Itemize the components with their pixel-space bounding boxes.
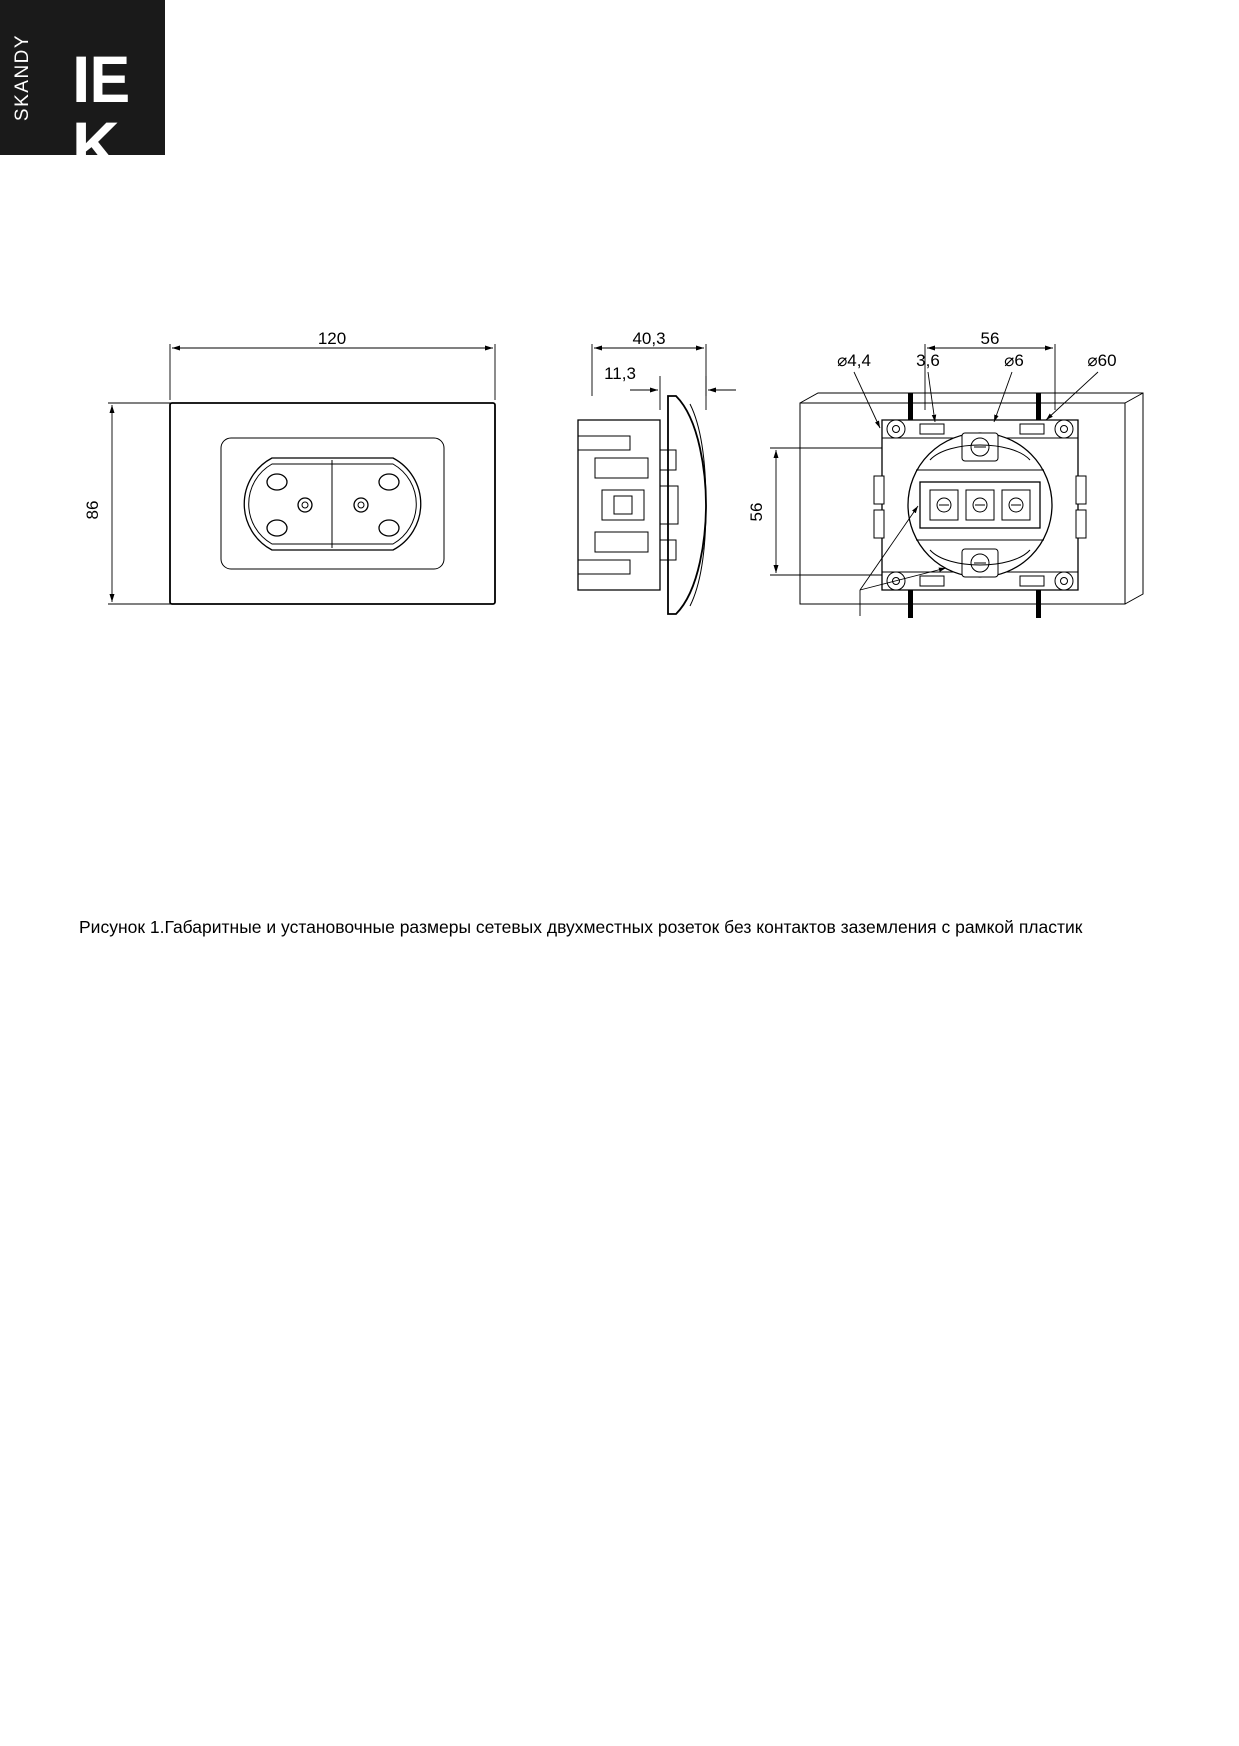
logo-letter-i: I [72, 42, 89, 116]
dim-side-depth: 40,3 [632, 329, 666, 348]
dim-hole-d6: ⌀6 [1004, 351, 1024, 370]
dim-front-height: 86 [83, 500, 102, 520]
dim-mount-horizontal: 56 [980, 329, 1000, 348]
logo-letter-e: E [90, 42, 129, 116]
side-view-group [578, 344, 736, 614]
iek-logo [72, 42, 165, 182]
front-width-dimension [170, 344, 495, 400]
mount-horizontal-dimension [925, 344, 1055, 410]
technical-drawing [0, 300, 1239, 680]
dim-hole-36: 3,6 [916, 351, 940, 370]
dim-side-front-depth: 11,3 [604, 364, 636, 383]
dim-front-width: 120 [317, 329, 347, 348]
mounting-view-group [770, 344, 1143, 618]
dim-bore-d60: ⌀60 [1087, 351, 1117, 370]
figure-caption: Рисунок 1.Габаритные и установочные размеры сетевых двухместных розеток без контактов заземления с рамкой пластик [79, 917, 1083, 937]
front-height-dimension [108, 403, 172, 604]
dim-hole-d44: ⌀4,4 [837, 351, 871, 370]
socket-mechanism-body [908, 433, 1052, 577]
front-view-group [108, 344, 495, 604]
brand-header [0, 0, 165, 182]
logo-letter-k: K [72, 108, 118, 182]
brand-vertical-label: SKANDY [12, 33, 33, 122]
dim-mount-vertical: 56 [747, 502, 766, 522]
